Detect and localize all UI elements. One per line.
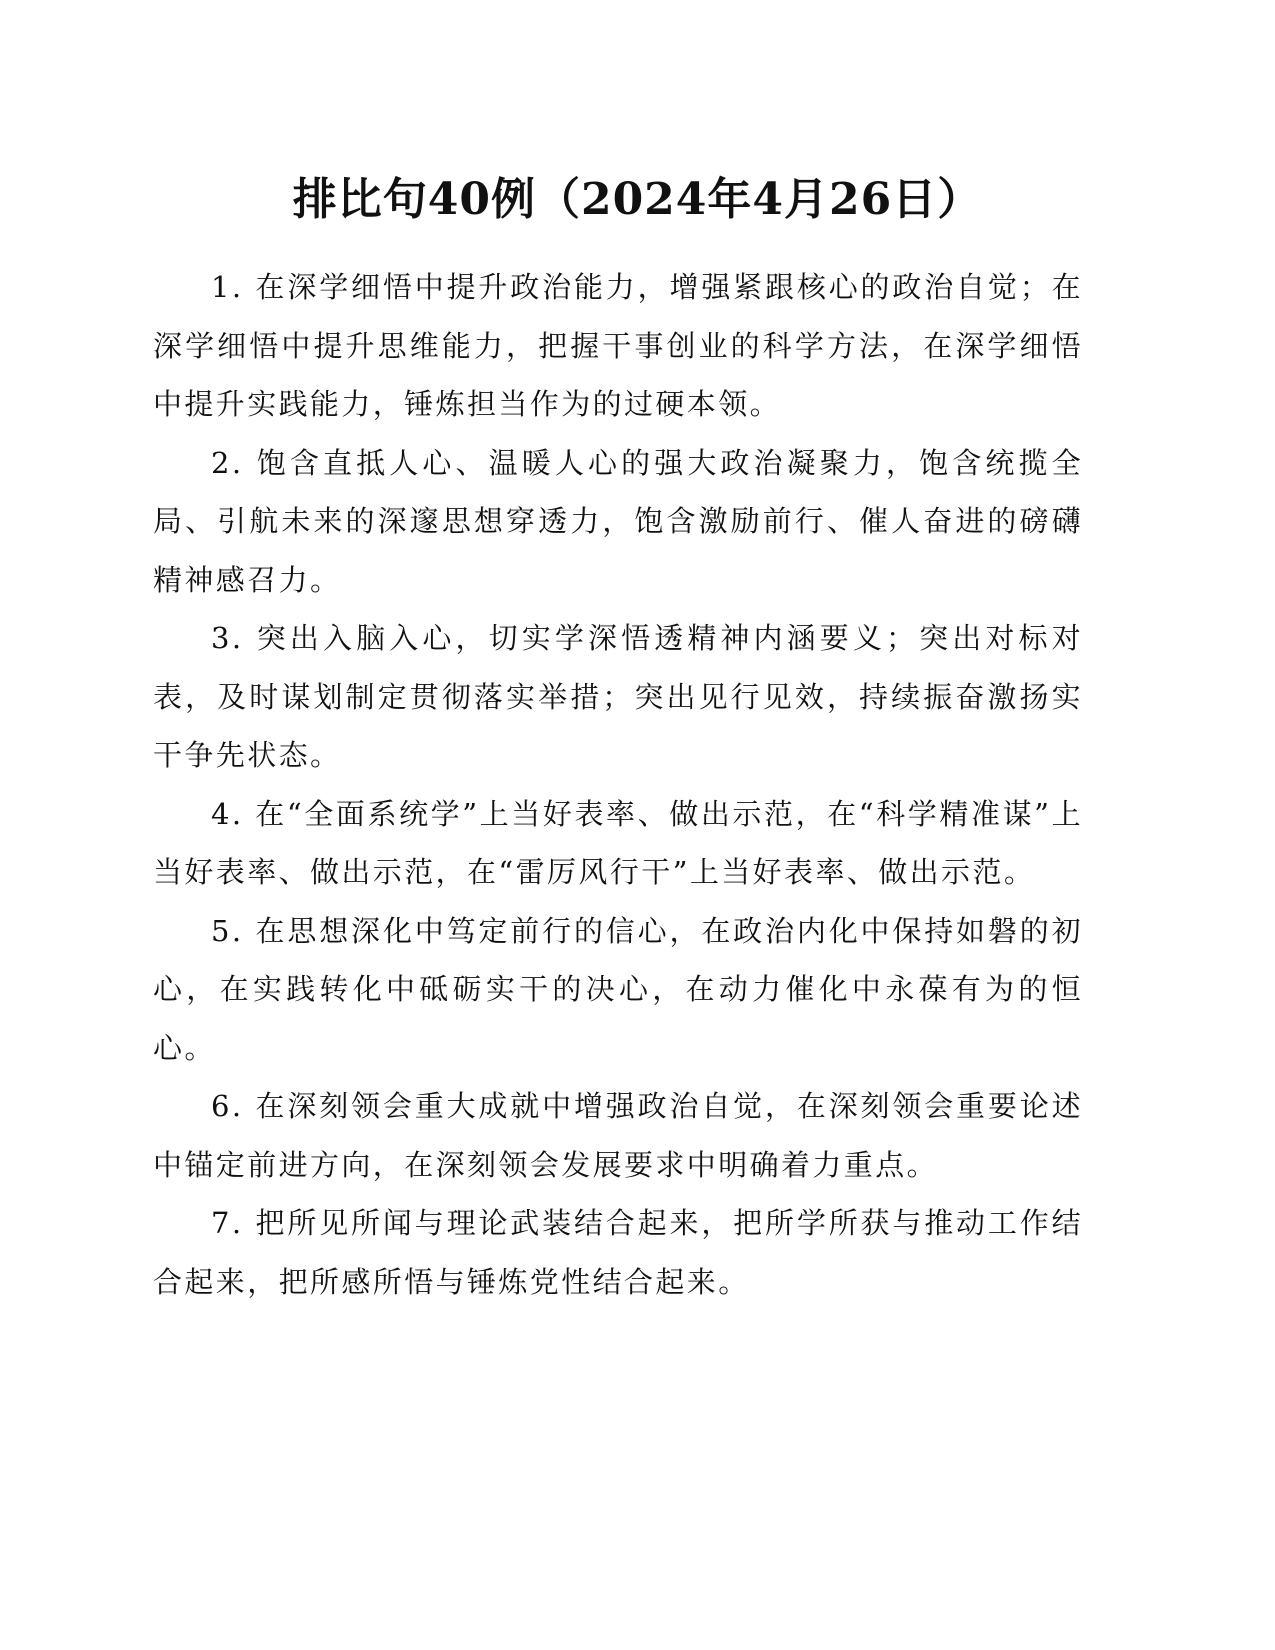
paragraph-3: 3. 突出入脑入心，切实学深悟透精神内涵要义；突出对标对表，及时谋划制定贯彻落实举措；突出见行见效，持续振奋激扬实干争先状态。 <box>153 621 1083 772</box>
paragraph-2: 2. 饱含直抵人心、温暖人心的强大政治凝聚力，饱含统揽全局、引航未来的深邃思想穿透力，饱含激励前行、催人奋进的磅礴精神感召力。 <box>153 445 1083 597</box>
paragraph-6: 6. 在深刻领会重大成就中增强政治自觉，在深刻领会重要论述中锚定前进方向，在深刻领会发展要求中明确着力重点。 <box>153 1089 1083 1182</box>
paragraph-1: 1. 在深学细悟中提升政治能力，增强紧跟核心的政治自觉；在深学细悟中提升思维能力，把握干事创业的科学方法，在深学细悟中提升实践能力，锤炼担当作为的过硬本领。 <box>153 270 1083 421</box>
paragraph-5: 5. 在思想深化中笃定前行的信心，在政治内化中保持如磐的初心，在实践转化中砥砺实干的决心，在动力催化中永葆有为的恒心。 <box>153 913 1083 1065</box>
paragraph-7: 7. 把所见所闻与理论武装结合起来，把所学所获与推动工作结合起来，把所感所悟与锤炼党性结合起来。 <box>153 1206 1083 1299</box>
paragraph-4: 4. 在“全面系统学”上当好表率、做出示范，在“科学精准谋”上当好表率、做出示范，在“雷厉风行干”上当好表率、做出示范。 <box>153 796 1083 889</box>
document-title: 排比句40例（2024年4月26日） <box>292 174 983 225</box>
document-body <box>153 258 1083 1311</box>
